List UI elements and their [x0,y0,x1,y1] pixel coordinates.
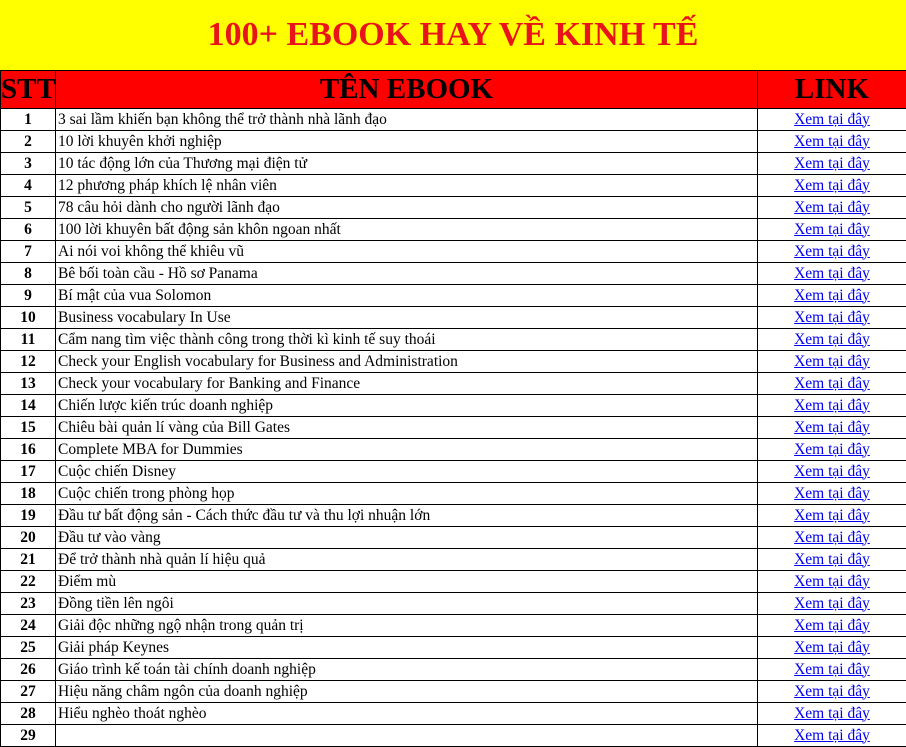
table-row [1,703,906,725]
table-row [1,637,906,659]
table-row [1,175,906,197]
row-number: 28 [1,703,56,725]
ebook-name: 10 lời khuyên khởi nghiệp [56,131,758,153]
row-number: 22 [1,571,56,593]
table-row [1,219,906,241]
link-cell [758,439,906,461]
row-number: 8 [1,263,56,285]
row-number: 3 [1,153,56,175]
row-number: 23 [1,593,56,615]
row-number: 25 [1,637,56,659]
link-cell [758,527,906,549]
row-number: 29 [1,725,56,747]
ebook-name: Ai nói voi không thể khiêu vũ [56,241,758,263]
header-ebook-name: TÊN EBOOK [56,71,758,109]
ebook-name: Chiêu bài quản lí vàng của Bill Gates [56,417,758,439]
link-cell [758,197,906,219]
link-cell [758,549,906,571]
ebook-name: Hiểu nghèo thoát nghèo [56,703,758,725]
ebook-name: Đồng tiền lên ngôi [56,593,758,615]
ebook-link[interactable]: Xem tại đây [794,661,870,678]
table-row [1,395,906,417]
ebook-name: Giải độc những ngộ nhận trong quản trị [56,615,758,637]
link-cell [758,659,906,681]
ebook-table [0,70,906,747]
ebook-name: Cuộc chiến Disney [56,461,758,483]
ebook-link[interactable]: Xem tại đây [794,287,870,304]
link-cell [758,417,906,439]
link-cell [758,109,906,131]
row-number: 27 [1,681,56,703]
ebook-link[interactable]: Xem tại đây [794,573,870,590]
row-number: 19 [1,505,56,527]
ebook-link[interactable]: Xem tại đây [794,639,870,656]
ebook-name: Giáo trình kế toán tài chính doanh nghiệp [56,659,758,681]
table-row [1,131,906,153]
table-row [1,263,906,285]
ebook-link[interactable]: Xem tại đây [794,507,870,524]
ebook-link[interactable]: Xem tại đây [794,529,870,546]
ebook-name: Check your vocabulary for Banking and Finance [56,373,758,395]
ebook-link[interactable]: Xem tại đây [794,111,870,128]
link-cell [758,241,906,263]
link-cell [758,725,906,747]
row-number: 5 [1,197,56,219]
link-cell [758,219,906,241]
ebook-link[interactable]: Xem tại đây [794,265,870,282]
ebook-link[interactable]: Xem tại đây [794,705,870,722]
table-row [1,725,906,747]
ebook-link[interactable]: Xem tại đây [794,419,870,436]
ebook-name: Hiệu năng châm ngôn của doanh nghiệp [56,681,758,703]
ebook-link[interactable]: Xem tại đây [794,551,870,568]
link-cell [758,373,906,395]
row-number: 17 [1,461,56,483]
ebook-name: 3 sai lầm khiến bạn không thể trở thành nhà lãnh đạo [56,109,758,131]
ebook-name: Cuộc chiến trong phòng họp [56,483,758,505]
row-number: 18 [1,483,56,505]
table-row [1,615,906,637]
table-row [1,659,906,681]
row-number: 13 [1,373,56,395]
row-number: 1 [1,109,56,131]
row-number: 12 [1,351,56,373]
ebook-link[interactable]: Xem tại đây [794,155,870,172]
row-number: 15 [1,417,56,439]
table-row [1,527,906,549]
table-row [1,593,906,615]
row-number: 20 [1,527,56,549]
header-link: LINK [758,71,906,109]
row-number: 9 [1,285,56,307]
table-row [1,373,906,395]
ebook-name: 78 câu hỏi dành cho người lãnh đạo [56,197,758,219]
link-cell [758,351,906,373]
ebook-link[interactable]: Xem tại đây [794,177,870,194]
ebook-name: 100 lời khuyên bất động sản khôn ngoan nhất [56,219,758,241]
ebook-name: 10 tác động lớn của Thương mại điện tử [56,153,758,175]
ebook-link[interactable]: Xem tại đây [794,683,870,700]
ebook-name: Chiến lược kiến trúc doanh nghiệp [56,395,758,417]
ebook-name: Giải pháp Keynes [56,637,758,659]
row-number: 26 [1,659,56,681]
page-title-banner [0,0,906,70]
link-cell [758,153,906,175]
table-header-row [1,71,906,109]
link-cell [758,395,906,417]
row-number: 16 [1,439,56,461]
row-number: 24 [1,615,56,637]
link-cell [758,637,906,659]
ebook-link[interactable]: Xem tại đây [794,441,870,458]
table-row [1,241,906,263]
link-cell [758,175,906,197]
ebook-name: 12 phương pháp khích lệ nhân viên [56,175,758,197]
link-cell [758,263,906,285]
ebook-name: Business vocabulary In Use [56,307,758,329]
ebook-name: Check your English vocabulary for Business and Administration [56,351,758,373]
row-number: 14 [1,395,56,417]
link-cell [758,461,906,483]
row-number: 2 [1,131,56,153]
link-cell [758,131,906,153]
row-number: 6 [1,219,56,241]
ebook-link[interactable]: Xem tại đây [794,309,870,326]
ebook-link[interactable]: Xem tại đây [794,133,870,150]
table-row [1,549,906,571]
ebook-name: Đầu tư bất động sản - Cách thức đầu tư và thu lợi nhuận lớn [56,505,758,527]
table-row [1,439,906,461]
header-stt: STT [1,71,56,109]
row-number: 10 [1,307,56,329]
link-cell [758,483,906,505]
table-row [1,461,906,483]
table-row [1,197,906,219]
link-cell [758,681,906,703]
link-cell [758,593,906,615]
ebook-name: Complete MBA for Dummies [56,439,758,461]
table-row [1,505,906,527]
link-cell [758,307,906,329]
ebook-name [56,725,758,747]
ebook-name: Bê bối toàn cầu - Hồ sơ Panama [56,263,758,285]
table-row [1,109,906,131]
ebook-link[interactable]: Xem tại đây [794,727,870,744]
ebook-link[interactable]: Xem tại đây [794,243,870,260]
ebook-link[interactable]: Xem tại đây [794,397,870,414]
ebook-name: Cẩm nang tìm việc thành công trong thời kì kinh tế suy thoái [56,329,758,351]
row-number: 11 [1,329,56,351]
table-row [1,681,906,703]
table-row [1,329,906,351]
ebook-link[interactable]: Xem tại đây [794,199,870,216]
ebook-link[interactable]: Xem tại đây [794,331,870,348]
table-row [1,351,906,373]
link-cell [758,505,906,527]
table-row [1,285,906,307]
row-number: 7 [1,241,56,263]
ebook-name: Bí mật của vua Solomon [56,285,758,307]
ebook-name: Để trở thành nhà quản lí hiệu quả [56,549,758,571]
ebook-link[interactable]: Xem tại đây [794,617,870,634]
link-cell [758,571,906,593]
ebook-link[interactable]: Xem tại đây [794,595,870,612]
row-number: 4 [1,175,56,197]
table-row [1,417,906,439]
ebook-name: Điểm mù [56,571,758,593]
table-row [1,153,906,175]
link-cell [758,703,906,725]
ebook-link[interactable]: Xem tại đây [794,463,870,480]
ebook-link[interactable]: Xem tại đây [794,353,870,370]
table-row [1,307,906,329]
ebook-link[interactable]: Xem tại đây [794,221,870,238]
table-row [1,483,906,505]
link-cell [758,285,906,307]
page-title: 100+ EBOOK HAY VỀ KINH TẾ [208,16,699,54]
table-row [1,571,906,593]
ebook-link[interactable]: Xem tại đây [794,485,870,502]
link-cell [758,329,906,351]
ebook-link[interactable]: Xem tại đây [794,375,870,392]
row-number: 21 [1,549,56,571]
ebook-name: Đầu tư vào vàng [56,527,758,549]
link-cell [758,615,906,637]
